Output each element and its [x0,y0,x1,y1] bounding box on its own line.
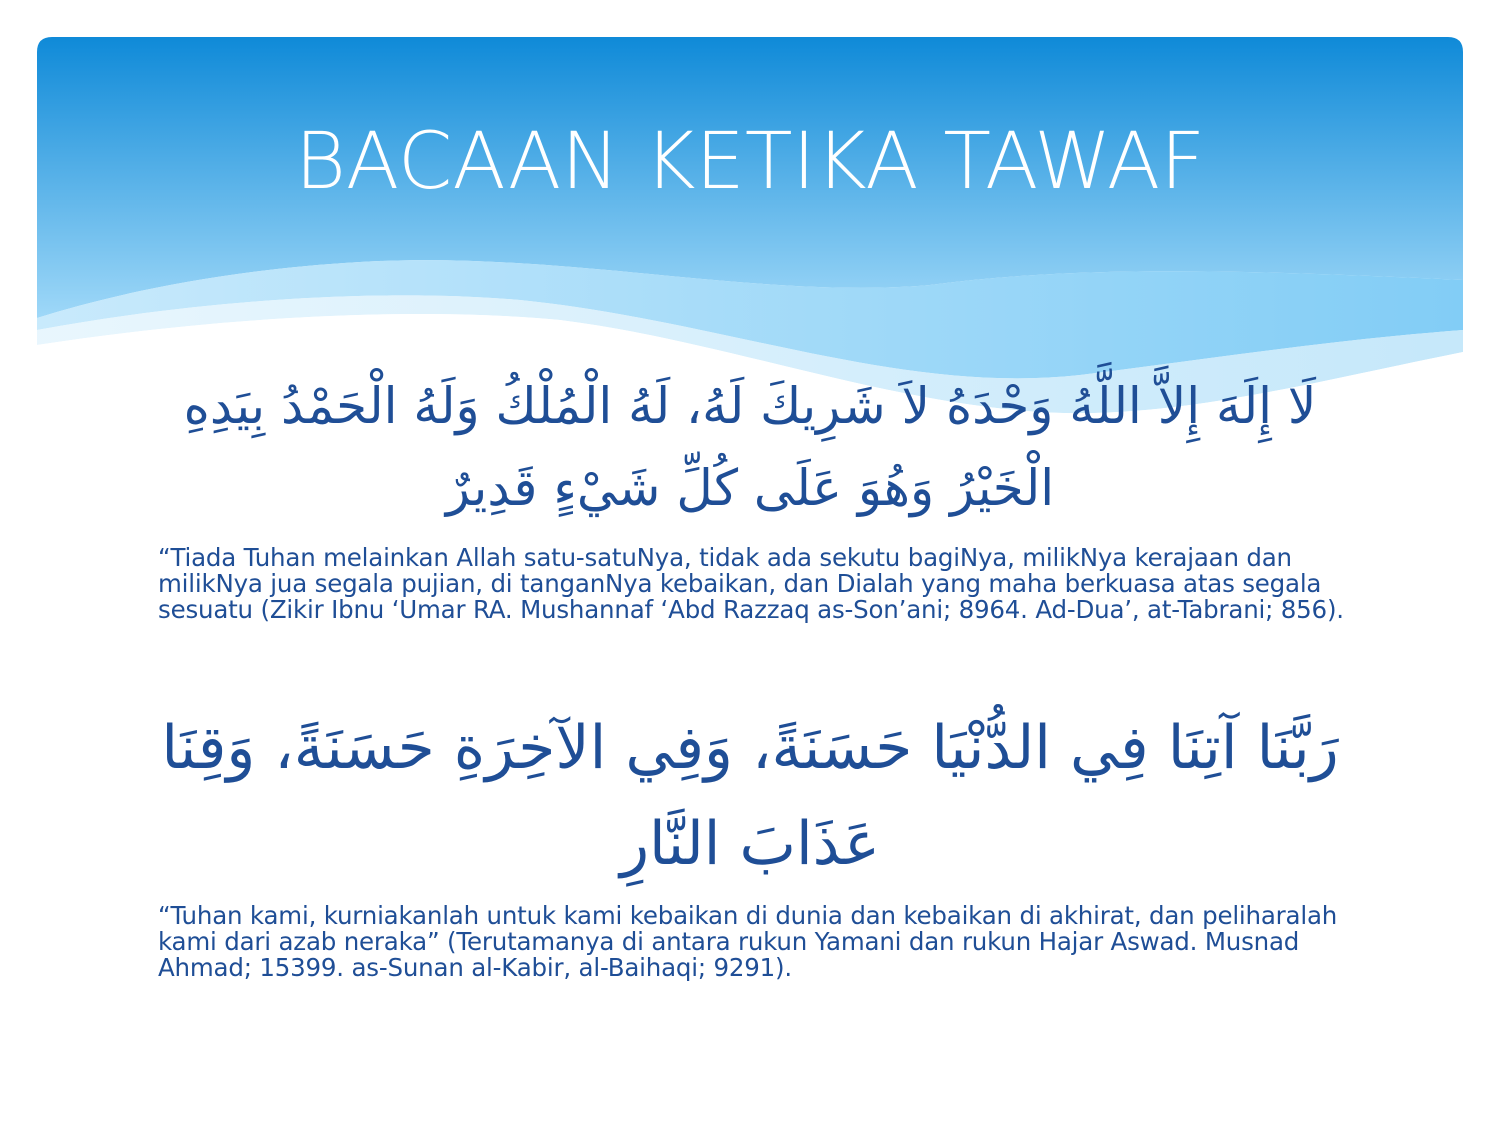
slide-title: BACAAN KETIKA TAWAF [294,117,1206,207]
arabic-dhikr-1: لَا إِلَهَ إِلاَّ اللَّهُ وَحْدَهُ لاَ شَرِيكَ لَهُ، لَهُ الْمُلْكُ وَلَهُ الْحَمْدُ بِيَدِهِ الْخَيْرُ وَهُوَ عَلَى كُلِّ شَيْءٍ قَدِيرٌ [183,377,1317,517]
translation-dhikr-2: “Tuhan kami, kurniakanlah untuk kami kebaikan di dunia dan kebaikan di akhirat, dan peliharalah kami dari azab neraka” (Terutamanya di antara rukun Yamani dan rukun Hajar Aswad. Musnad Ahmad; 15399. as-Sunan al-Kabir, al-Baihaqi; 9291). [158,901,1338,982]
translation-dhikr-1: “Tiada Tuhan melainkan Allah satu-satuNya, tidak ada sekutu bagiNya, milikNya kerajaan dan milikNya jua segala pujian, di tanganNya kebaikan, dan Dialah yang maha berkuasa atas segala sesuatu (Zikir Ibnu ‘Umar RA. Mushannaf ‘Abd Razzaq as-Son’ani; 8964. Ad-Dua’, at-Tabrani; 856). [158,543,1344,624]
arabic-dhikr-2: رَبَّنَا آتِنَا فِي الدُّنْيَا حَسَنَةً، وَفِي الآخِرَةِ حَسَنَةً، وَقِنَا عَذَابَ النَّارِ [161,713,1339,879]
